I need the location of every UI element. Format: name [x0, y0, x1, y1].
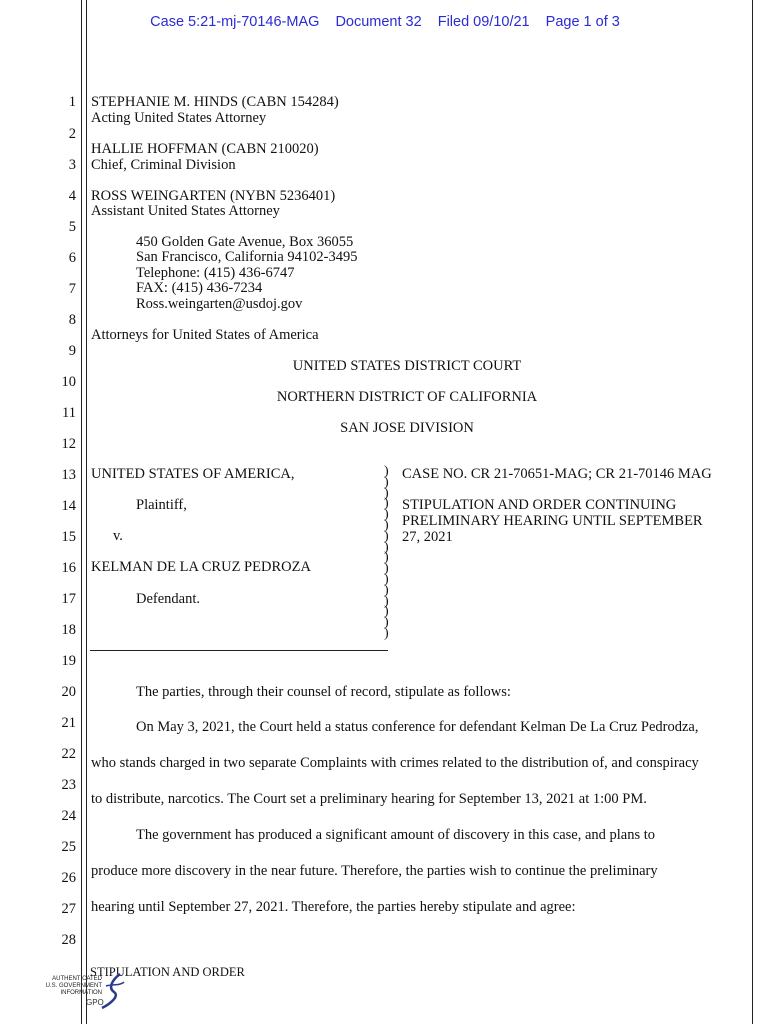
line-number: 1 — [68, 94, 76, 110]
body-paragraph-3-line-3: hearing until September 27, 2021. Therefore, the parties hereby stipulate and agree: — [91, 899, 576, 915]
office-address-line-2: San Francisco, California 94102-3495 — [136, 249, 358, 265]
counsel-title-3: Assistant United States Attorney — [91, 203, 280, 219]
pleading-rule-left-outer — [81, 0, 82, 1024]
counsel-name-2: HALLIE HOFFMAN (CABN 210020) — [91, 141, 319, 157]
line-number: 8 — [68, 312, 76, 328]
line-number: 2 — [68, 126, 76, 142]
counsel-title-2: Chief, Criminal Division — [91, 157, 236, 173]
counsel-name-1: STEPHANIE M. HINDS (CABN 154284) — [91, 94, 339, 110]
line-number: 23 — [61, 777, 76, 793]
line-number: 9 — [68, 343, 76, 359]
line-number: 13 — [61, 467, 76, 483]
case-number: CASE NO. CR 21-70651-MAG; CR 21-70146 MAG — [402, 466, 712, 482]
counsel-title-1: Acting United States Attorney — [91, 110, 267, 126]
line-number: 24 — [61, 808, 76, 824]
office-telephone: Telephone: (415) 436-6747 — [136, 265, 295, 281]
ecf-header — [0, 14, 770, 30]
line-number: 27 — [61, 901, 76, 917]
line-number: 28 — [61, 932, 76, 948]
gpo-authentication-text: AUTHENTICATED U.S. GOVERNMENT INFORMATION — [45, 976, 102, 996]
document-title-line-3: 27, 2021 — [402, 529, 453, 545]
counsel-name-3: ROSS WEINGARTEN (NYBN 5236401) — [91, 188, 336, 204]
line-number: 16 — [61, 560, 76, 576]
document-title-line-1: STIPULATION AND ORDER CONTINUING — [402, 497, 677, 513]
line-number: 17 — [61, 591, 76, 607]
line-number: 25 — [61, 839, 76, 855]
gpo-mark: GPO — [86, 998, 104, 1007]
line-number: 15 — [61, 529, 76, 545]
line-number: 21 — [61, 715, 76, 731]
office-address-line-1: 450 Golden Gate Avenue, Box 36055 — [136, 234, 354, 250]
body-paragraph-2-line-3: to distribute, narcotics. The Court set a preliminary hearing for September 13, 2021 at 1:00 PM. — [91, 791, 647, 807]
body-paragraph-3-line-2: produce more discovery in the near future. Therefore, the parties wish to continue the preliminary — [91, 863, 658, 879]
caption-divider — [90, 650, 388, 651]
line-number: 7 — [68, 281, 76, 297]
line-number: 6 — [68, 250, 76, 266]
line-number: 18 — [61, 622, 76, 638]
line-number: 26 — [61, 870, 76, 886]
caption-parentheses: ) ) ) ) ) ) ) ) ) ) ) ) ) ) ) ) — [384, 464, 389, 641]
pleading-rule-right — [752, 0, 753, 1024]
versus: v. — [113, 528, 123, 544]
office-fax: FAX: (415) 436-7234 — [136, 280, 263, 296]
line-number: 22 — [61, 746, 76, 762]
plaintiff-role: Plaintiff, — [136, 497, 187, 513]
ecf-case-number: Case 5:21-mj-70146-MAG — [150, 14, 320, 30]
line-number: 5 — [68, 219, 76, 235]
line-number: 3 — [68, 157, 76, 173]
pleading-rule-left-inner — [86, 0, 87, 1024]
office-email: Ross.weingarten@usdoj.gov — [136, 296, 303, 312]
line-number: 10 — [61, 374, 76, 390]
court-division: SAN JOSE DIVISION — [340, 420, 474, 436]
defendant-role: Defendant. — [136, 591, 201, 607]
line-number: 19 — [61, 653, 76, 669]
plaintiff-name: UNITED STATES OF AMERICA, — [91, 466, 295, 482]
ecf-filed-date: Filed 09/10/21 — [437, 14, 530, 30]
ecf-page-indicator: Page 1 of 3 — [545, 14, 620, 30]
court-district: NORTHERN DISTRICT OF CALIFORNIA — [276, 389, 538, 405]
document-title-line-2: PRELIMINARY HEARING UNTIL SEPTEMBER — [402, 513, 703, 529]
line-number: 12 — [61, 436, 76, 452]
body-paragraph-1: The parties, through their counsel of record, stipulate as follows: — [136, 684, 511, 700]
line-number: 4 — [68, 188, 76, 204]
gpo-authentication-logo — [42, 972, 130, 1016]
page-footer: STIPULATION AND ORDER — [90, 965, 245, 979]
body-paragraph-2-line-1: On May 3, 2021, the Court held a status conference for defendant Kelman De La Cruz Pedrodza, — [136, 719, 699, 735]
defendant-name: KELMAN DE LA CRUZ PEDROZA — [91, 559, 311, 575]
body-paragraph-2-line-2: who stands charged in two separate Complaints with crimes related to the distribution of, and conspiracy — [91, 755, 699, 771]
line-number: 14 — [61, 498, 76, 514]
court-name: UNITED STATES DISTRICT COURT — [292, 358, 522, 374]
line-number: 11 — [62, 405, 76, 421]
line-number: 20 — [61, 684, 76, 700]
attorneys-for: Attorneys for United States of America — [91, 327, 319, 343]
body-paragraph-3-line-1: The government has produced a significant amount of discovery in this case, and plans to — [136, 827, 656, 843]
ecf-document-number: Document 32 — [335, 14, 422, 30]
